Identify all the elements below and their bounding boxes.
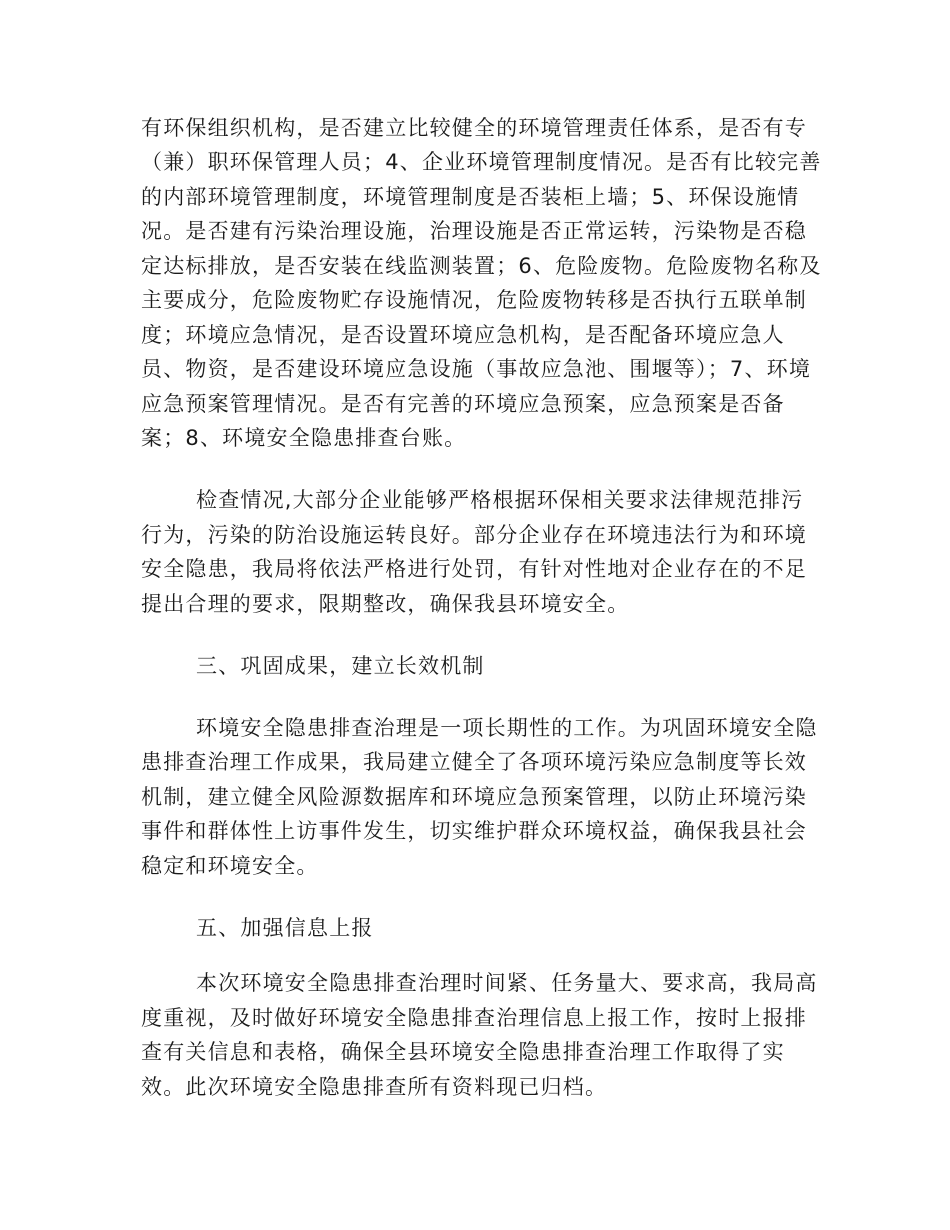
text-line: 主要成分，危险废物贮存设施情况，危险废物转移是否执行五联单制 — [141, 288, 807, 312]
text-line: 机制，建立健全风险源数据库和环境应急预案管理，以防止环境污染 — [141, 785, 807, 809]
text-line: 环境安全隐患排查治理是一项长期性的工作。为巩固环境安全隐 — [196, 716, 818, 740]
text-line: 的内部环境管理制度，环境管理制度是否装柜上墙；5、环保设施情 — [141, 185, 800, 209]
text-line: 本次环境安全隐患排查治理时间紧、任务量大、要求高，我局高 — [196, 971, 818, 995]
text-line: 效。此次环境安全隐患排查所有资料现已归档。 — [141, 1075, 608, 1099]
text-line: 应急预案管理情况。是否有完善的环境应急预案，应急预案是否备 — [141, 392, 785, 416]
section-heading: 三、巩固成果，建立长效机制 — [196, 654, 485, 678]
text-line: 患排查治理工作成果，我局建立健全了各项环境污染应急制度等长效 — [141, 750, 807, 774]
text-line: 定达标排放，是否安装在线监测装置；6、危险废物。危险废物名称及 — [141, 254, 822, 278]
text-line: 稳定和环境安全。 — [141, 854, 319, 878]
text-line: 行为，污染的防治设施运转良好。部分企业存在环境违法行为和环境 — [141, 523, 807, 547]
text-line: 检查情况,大部分企业能够严格根据环保相关要求法律规范排污 — [196, 488, 804, 512]
text-line: 事件和群体性上访事件发生，切实维护群众环境权益，确保我县社会 — [141, 819, 807, 843]
text-line: 员、物资，是否建设环境应急设施（事故应急池、围堰等）；7、环境 — [141, 357, 812, 381]
text-line: 安全隐患，我局将依法严格进行处罚，有针对性地对企业存在的不足 — [141, 557, 807, 581]
text-line: 查有关信息和表格，确保全县环境安全隐患排查治理工作取得了实 — [141, 1040, 785, 1064]
text-line: （兼）职环保管理人员；4、企业环境管理制度情况。是否有比较完善 — [141, 150, 822, 174]
text-line: 有环保组织机构，是否建立比较健全的环境管理责任体系，是否有专 — [141, 116, 807, 140]
section-heading: 五、加强信息上报 — [196, 916, 374, 940]
text-line: 况。是否建有污染治理设施，治理设施是否正常运转，污染物是否稳 — [141, 219, 807, 243]
text-line: 度；环境应急情况，是否设置环境应急机构，是否配备环境应急人 — [141, 323, 785, 347]
text-line: 案；8、环境安全隐患排查台账。 — [141, 426, 467, 450]
text-line: 提出合理的要求，限期整改，确保我县环境安全。 — [141, 592, 630, 616]
text-line: 度重视，及时做好环境安全隐患排查治理信息上报工作，按时上报排 — [141, 1006, 807, 1030]
